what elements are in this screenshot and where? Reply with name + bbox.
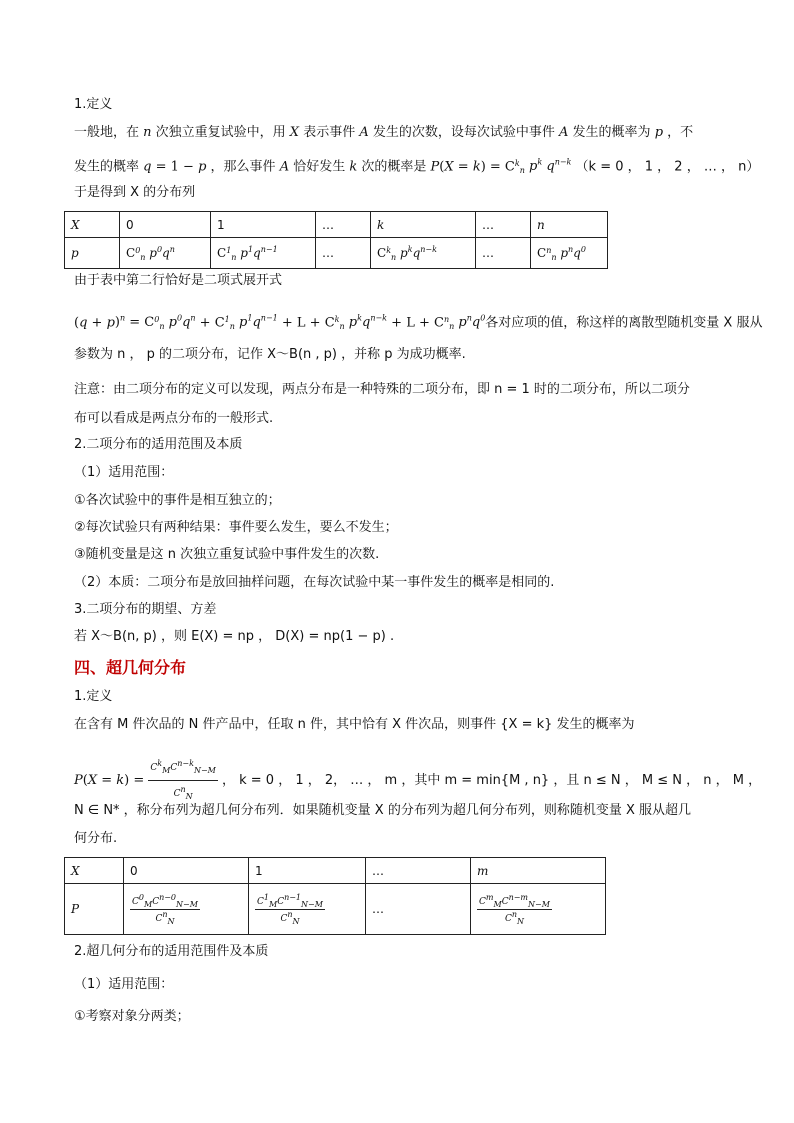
table-cell: 0 [120,212,211,238]
formula-line: 若 X～B(n, p) ，则 E(X) = np ， D(X) = np(1 − p) . [74,629,395,644]
fraction: $\frac{\text{C0MCn−0N−M}}{\text{CnN}}$ [132,892,198,926]
table-cell: Cnn $p^nq^0$ [531,238,608,269]
paragraph-line: 何分布. [74,831,118,846]
table-cell: … [366,884,471,935]
section-title-definition: 1.定义 [74,97,113,112]
binomial-distribution-table [64,211,608,269]
list-item: ③随机变量是这 n 次独立重复试验中事件发生的次数. [74,547,380,562]
table-cell: X [65,858,124,884]
fraction: $\frac{\text{C1MCn−1N−M}}{\text{CnN}}$ [257,892,323,926]
fraction: $\frac{\text{CkMCn−kN−M}}{\text{CnN}}$ [148,755,217,806]
table-cell: … [316,238,371,269]
subsection-title: （1）适用范围： [74,977,174,992]
table-cell: C0n $p^0q^n$ [120,238,211,269]
paragraph-line: $(q + p)^n = C0n$ $p^0q^n + C1n$ $p^1q^{n-1} + L$ + Ckn $p^kq^{n-k} + L$ + Cnn $p^nq^0$各对应项的值，称这样的离散型随机变量 X 服从 [74,314,763,332]
note-line: 布可以看成是两点分布的一般形式. [74,411,274,426]
formula-line: P(X = k) = $\frac{\text{CkMCn−kN−M}}{\text{CnN}}$ ， k = 0 ， 1 ， 2， … ， m ，其中 m = min{M , n} ，且 n ≤ N ， M ≤ N ， n ， M ， [74,755,761,806]
table-cell: P [65,884,124,935]
table-cell: 1 [211,212,316,238]
table-cell: … [476,212,531,238]
table-cell: C1n $p^1q^{n-1}$ [211,238,316,269]
paragraph-line: 在含有 M 件次品的 N 件产品中，任取 n 件，其中恰有 X 件次品，则事件 {X = k} 发生的概率为 [74,717,635,732]
fraction: $\frac{\text{CmMCn−mN−M}}{\text{CnN}}$ [479,892,550,926]
section-title-scope: 2.二项分布的适用范围及本质 [74,437,243,452]
paragraph-line: 由于表中第二行恰好是二项式展开式 [74,273,283,288]
table-cell: Ckn $p^kq^{n-k}$ [371,238,476,269]
note-line: 注意：由二项分布的定义可以发现，两点分布是一种特殊的二项分布，即 n = 1 时的二项分布，所以二项分 [74,382,690,397]
section-title-definition: 1.定义 [74,689,113,704]
paragraph-line: 一般地，在 n 次独立重复试验中，用 X 表示事件 A 发生的次数，设每次试验中事件 A 发生的概率为 p ，不 [74,125,694,140]
table-cell [471,884,606,935]
paragraph-line: N ∈ N* ，称分布列为超几何分布列．如果随机变量 X 的分布列为超几何分布列，则称随机变量 X 服从超几 [74,803,692,818]
section-title-scope: 2.超几何分布的适用范围件及本质 [74,944,269,959]
section-heading-hypergeometric: 四、超几何分布 [74,658,187,677]
table-cell: 1 [249,858,366,884]
table-cell: k [371,212,476,238]
table-cell [249,884,366,935]
list-item: ②每次试验只有两种结果：事件要么发生，要么不发生； [74,520,398,535]
table-cell: … [476,238,531,269]
paragraph-line: 于是得到 X 的分布列 [74,185,196,200]
table-cell: … [316,212,371,238]
table-cell: … [366,858,471,884]
table-cell [124,884,249,935]
table-cell: 0 [124,858,249,884]
hypergeometric-distribution-table [64,857,606,935]
list-item: ①各次试验中的事件是相互独立的； [74,493,281,508]
subsection-title: （1）适用范围： [74,465,174,480]
table-cell: p [65,238,120,269]
table-cell: X [65,212,120,238]
list-item: ①考察对象分两类； [74,1009,190,1024]
paragraph-line: 参数为 n ， p 的二项分布，记作 X～B(n , p) ，并称 p 为成功概率. [74,347,466,362]
section-title-expectation: 3.二项分布的期望、方差 [74,602,217,617]
table-cell: n [531,212,608,238]
subsection-title: （2）本质：二项分布是放回抽样问题，在每次试验中某一事件发生的概率是相同的. [74,575,555,590]
table-cell: m [471,858,606,884]
paragraph-line: 发生的概率 q = 1 − p ，那么事件 A 恰好发生 k 次的概率是 P(X = k) = Ckn $p^k$ $q^{n-k}$ （k = 0 ， 1 ， 2 ， … ， n） [74,158,760,176]
